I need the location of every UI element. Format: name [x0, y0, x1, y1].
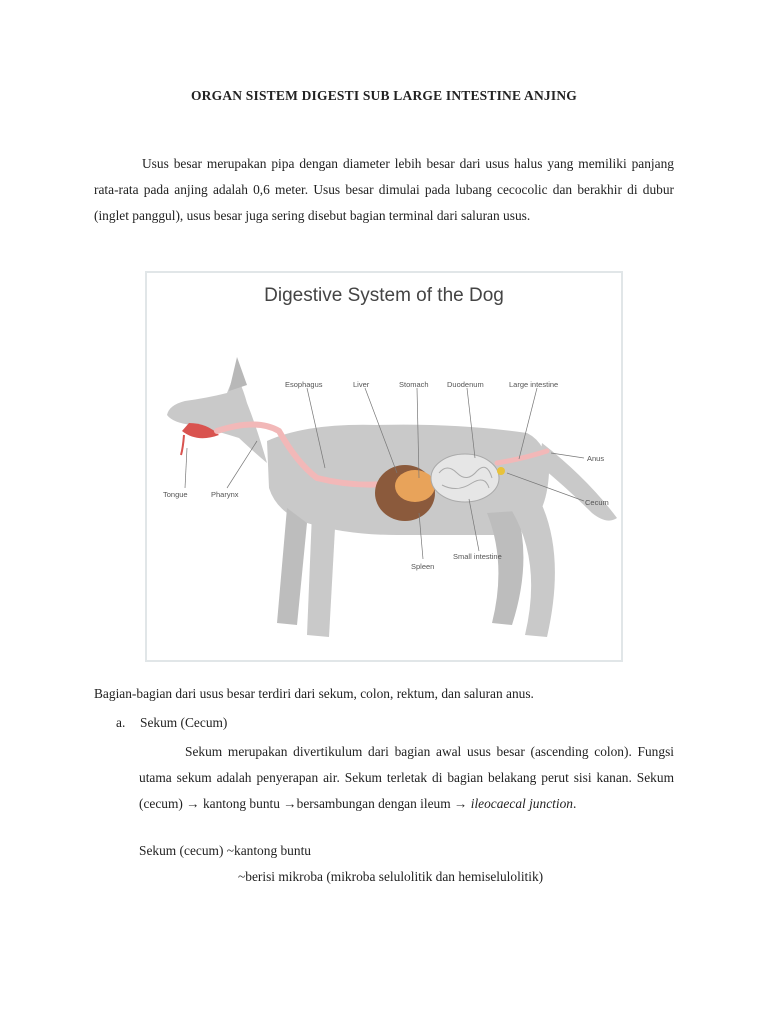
figure-digestive-system — [145, 271, 623, 662]
label-cecum: Cecum — [585, 498, 609, 507]
dog-ear — [229, 357, 247, 391]
cecum-note-2: ~berisi mikroba (mikroba selulolitik dan hemiselulolitik) — [238, 869, 544, 884]
label-pharynx: Pharynx — [211, 490, 239, 499]
cecum — [497, 467, 505, 475]
dog-front-leg-back — [277, 508, 307, 625]
label-tongue: Tongue — [163, 490, 188, 499]
document-title: ORGAN SISTEM DIGESTI SUB LARGE INTESTINE ANJING — [190, 88, 577, 103]
label-spleen: Spleen — [411, 562, 435, 571]
label-esophagus: Esophagus — [285, 380, 323, 389]
paragraph-cecum-text: Sekum merupakan divertikulum dari bagian awal usus besar (ascending colon). Fungsi utama sekum adalah penyerapan air. Sekum terletak di bagian belakang perut sisi kanan. Sekum (cecum) → kantong buntu →bersambungan dengan ileum → — [139, 744, 674, 811]
dog-illustration — [147, 273, 621, 660]
figure-title: Digestive System of the Dog — [264, 285, 504, 306]
parts-intro: Bagian-bagian dari usus besar terdiri dari sekum, colon, rektum, dan saluran anus. — [94, 686, 534, 701]
label-anus: Anus — [587, 454, 605, 463]
cecum-note-1: Sekum (cecum) ~kantong buntu — [139, 843, 311, 858]
paragraph-cecum-end: . — [572, 796, 577, 811]
dog-front-leg — [307, 513, 335, 637]
small-intestine — [431, 454, 499, 502]
list-marker: a. — [116, 715, 126, 730]
dog-tail — [539, 443, 617, 521]
paragraph-cecum — [139, 739, 674, 817]
paragraph-intro: Usus besar merupakan pipa dengan diameter lebih besar dari usus halus yang memiliki panjang rata-rata pada anjing adalah 0,6 meter. Usus besar dimulai pada lubang cecocolic dan berakhir di dubur (inglet panggul), usus besar juga sering disebut bagian terminal dari saluran usus. — [94, 156, 674, 223]
label-stomach: Stomach — [399, 380, 429, 389]
label-liver: Liver — [353, 380, 370, 389]
dog-back-leg-back — [487, 511, 523, 625]
label-duodenum: Duodenum — [447, 380, 484, 389]
label-large-intestine: Large intestine — [509, 380, 559, 389]
list-item-label: Sekum (Cecum) — [140, 715, 228, 730]
ileocaecal-term: ileocaecal junction — [470, 796, 573, 811]
label-small-intestine: Small intestine — [453, 552, 502, 561]
stomach — [395, 470, 435, 502]
list-item-a — [116, 715, 227, 731]
